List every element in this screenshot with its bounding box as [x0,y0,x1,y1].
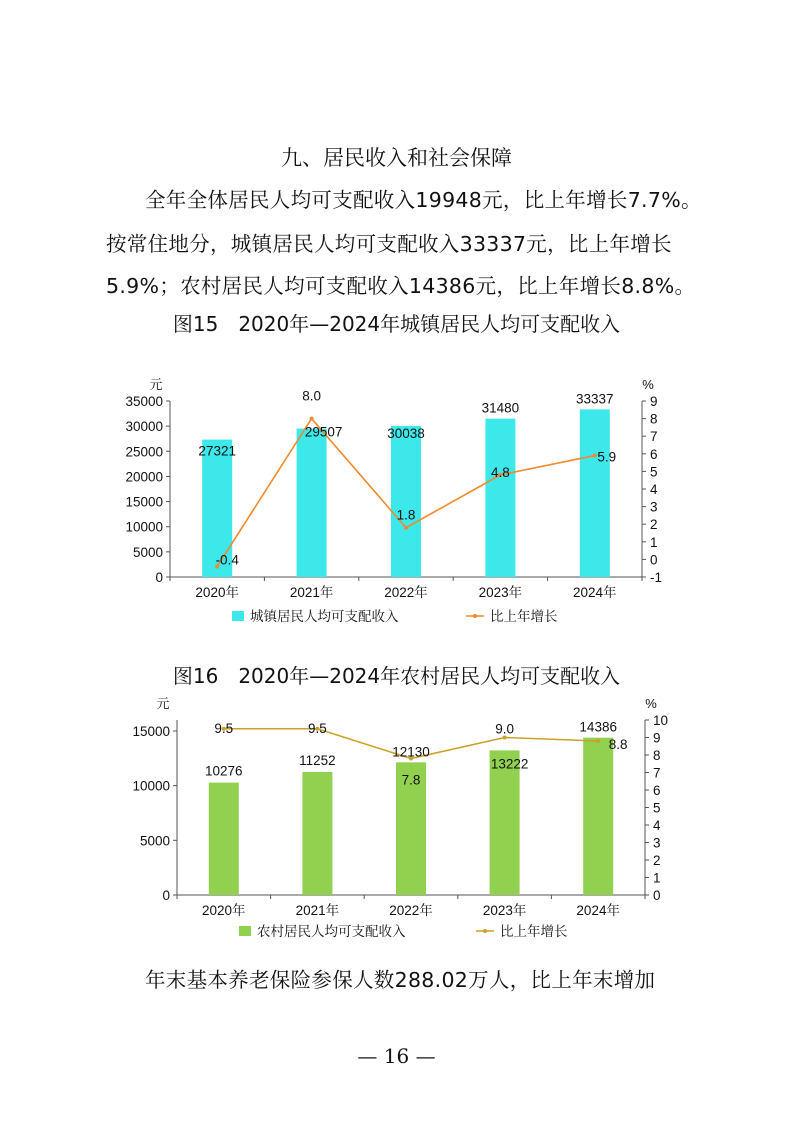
page-number: — 16 — [357,1044,436,1068]
figure-16-title: 图16 2020年—2024年农村居民人均可支配收入 [172,664,621,688]
bar-value-label: 29507 [304,424,343,440]
legend-swatch-point [473,614,477,618]
y2-axis-unit: % [642,377,654,392]
y2-tick-label: 6 [653,783,661,798]
bar [297,429,327,577]
x-tick-label: 2021年 [295,903,340,918]
bar-value-label: 30038 [387,425,425,441]
y2-tick-label: 6 [650,446,658,462]
y2-tick-label: -1 [650,570,663,585]
growth-value-label: 9.5 [308,720,327,736]
y-axis-unit: 元 [149,377,163,392]
growth-value-label: 5.9 [597,449,617,465]
growth-value-label: -0.4 [215,552,239,568]
x-tick-label: 2024年 [573,585,617,600]
legend-swatch-bar [239,926,251,936]
y2-tick-label: 0 [650,552,658,568]
y-tick-label: 10000 [132,778,170,794]
growth-value-label: 4.8 [491,464,510,480]
bar-value-label: 10276 [205,763,243,779]
growth-value-label: 8.0 [302,388,321,404]
paragraph-line-3: 5.9%；农村居民人均可支配收入14386元，比上年增长8.8%。 [106,274,696,298]
y2-tick-label: 5 [653,800,661,816]
bar-value-label: 27321 [198,443,236,459]
figure-15-title: 图15 2020年—2024年城镇居民人均可支配收入 [172,312,621,336]
y2-axis-unit: % [645,696,657,711]
y-tick-label: 10000 [125,519,163,535]
y2-tick-label: 7 [650,429,658,445]
growth-value-label: 1.8 [396,507,416,523]
x-tick-label: 2024年 [576,903,620,918]
y-tick-label: 20000 [125,469,163,485]
y2-tick-label: 4 [650,482,658,497]
y-tick-label: 5000 [139,833,170,849]
bar [391,426,421,577]
y2-tick-label: 5 [650,464,658,480]
x-tick-label: 2020年 [202,903,246,918]
y-tick-label: 35000 [125,394,163,409]
x-tick-label: 2022年 [389,903,433,918]
bar-value-label: 33337 [576,391,614,407]
bar [490,750,520,895]
chart-urban-income [0,370,793,635]
y2-tick-label: 8 [653,748,661,763]
y-axis-unit: 元 [156,696,170,711]
y2-tick-label: 1 [650,534,658,550]
y-tick-label: 0 [155,570,163,585]
x-tick-label: 2023年 [478,585,523,600]
y2-tick-label: 2 [653,853,661,868]
growth-point [310,417,314,421]
x-tick-label: 2023年 [482,903,527,918]
y2-tick-label: 0 [653,888,661,903]
y-tick-label: 5000 [132,544,163,560]
x-tick-label: 2020年 [195,585,239,600]
growth-value-label: 8.8 [608,737,628,752]
y-tick-label: 0 [162,888,170,903]
growth-point [593,454,597,458]
legend-label-line: 比上年增长 [490,609,558,624]
y2-tick-label: 1 [653,870,661,886]
bar [302,772,332,895]
bar [209,783,239,895]
paragraph-line-2: 按常住地分，城镇居民人均可支配收入33337元，比上年增长 [106,232,672,256]
growth-point [596,739,600,743]
y2-tick-label: 3 [650,499,658,515]
bar-value-label: 11252 [299,752,336,768]
y-tick-label: 30000 [125,419,163,435]
legend-label-bar: 城镇居民人均可支配收入 [250,609,399,624]
y2-tick-label: 10 [653,713,669,728]
bar-value-label: 13222 [490,756,529,772]
paragraph-line-1: 全年全体居民人均可支配收入19948元，比上年增长7.7%。 [145,188,702,212]
y-tick-label: 15000 [125,494,163,510]
bar [583,738,613,895]
bar [580,409,610,577]
legend-swatch-bar [232,611,244,621]
y-tick-label: 25000 [125,444,163,460]
paragraph-2-line-1: 年末基本养老保险参保人数288.02万人，比上年末增加 [145,968,656,992]
y2-tick-label: 8 [650,411,658,427]
y2-tick-label: 4 [653,818,661,833]
bar-value-label: 14386 [579,719,617,735]
legend-label-line: 比上年增长 [500,924,568,939]
y2-tick-label: 9 [650,394,658,409]
y2-tick-label: 2 [650,517,658,533]
y2-tick-label: 9 [653,730,661,746]
bar [485,419,515,577]
bar-value-label: 12130 [392,744,430,760]
section-heading: 九、居民收入和社会保障 [281,146,512,170]
y2-tick-label: 7 [653,765,661,781]
growth-point [404,526,408,530]
y-tick-label: 15000 [132,723,170,739]
x-tick-label: 2021年 [289,585,334,600]
legend-swatch-point [483,929,487,933]
bar-value-label: 31480 [481,400,520,416]
growth-value-label: 9.5 [214,720,234,736]
y2-tick-label: 3 [653,835,661,851]
growth-value-label: 7.8 [401,772,421,788]
x-tick-label: 2022年 [384,585,428,600]
growth-value-label: 9.0 [495,721,514,737]
chart-rural-income [0,690,793,950]
legend-label-bar: 农村居民人均可支配收入 [257,924,406,939]
